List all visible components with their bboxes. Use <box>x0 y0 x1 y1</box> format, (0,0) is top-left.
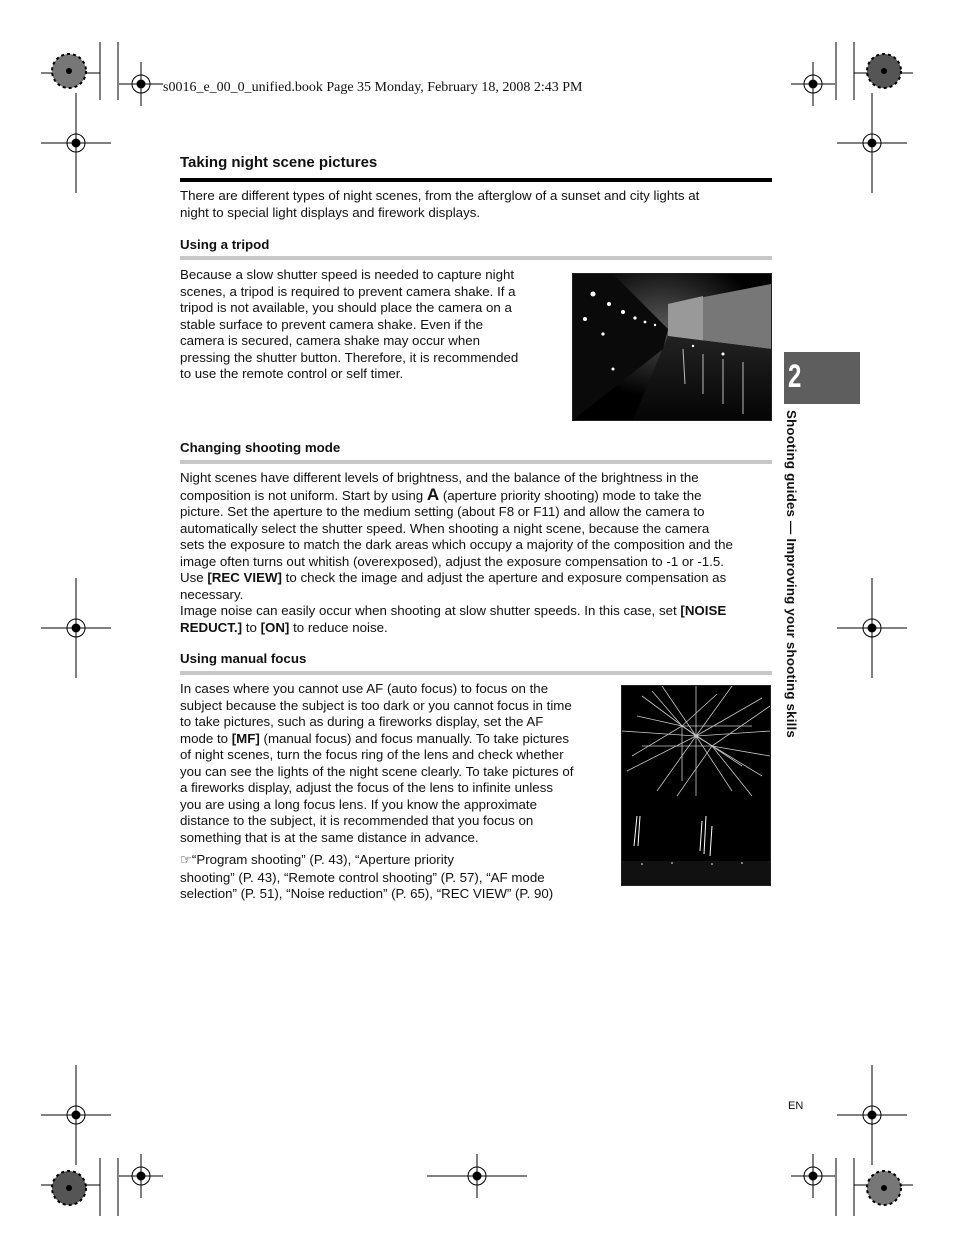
title-rule <box>180 178 772 182</box>
tripod-heading: Using a tripod <box>180 237 270 252</box>
rec-view-label: [REC VIEW] <box>207 570 282 585</box>
mode-rule <box>180 460 772 464</box>
mode-line: image often turns out whitish (overexposed), adjust the exposure compensation to -1 or -1.5. <box>180 553 724 569</box>
focus-line: In cases where you cannot use AF (auto focus) to focus on the <box>180 681 549 696</box>
reference-text: “Program shooting” (P. 43), “Aperture priority <box>191 852 455 867</box>
focus-line: distance to the subject, it is recommended that you focus on <box>180 813 534 828</box>
mode-line: sets the exposure to match the dark areas which occupy a majority of the composition and the <box>180 537 733 552</box>
on-label: [ON] <box>260 619 290 635</box>
focus-line <box>180 731 612 748</box>
focus-line: you can see the lights of the night scene clearly. To take pictures of <box>180 763 574 779</box>
intro-paragraph <box>180 188 699 221</box>
aperture-mode-icon: A <box>426 484 440 504</box>
intro-line: There are different types of night scenes, from the afterglow of a sunset and city lights at <box>180 188 700 203</box>
focus-line: something that is at the same distance in advance. <box>180 829 479 845</box>
focus-line: subject because the subject is too dark or you cannot focus in time <box>180 697 572 713</box>
language-code: EN <box>788 1100 804 1112</box>
focus-text: (manual focus) and focus manually. To take pictures <box>263 730 570 746</box>
mode-text: composition is not uniform. Start by using <box>180 487 424 503</box>
tripod-rule <box>180 256 772 260</box>
focus-text: mode to <box>180 730 229 746</box>
mode-text: (aperture priority shooting) mode to take the <box>442 487 702 503</box>
mode-line: Night scenes have different levels of brightness, and the balance of the brightness in the <box>180 470 699 485</box>
mode-paragraph <box>180 470 772 636</box>
reference-icon: ☞ <box>180 853 192 868</box>
tripod-line: to use the remote control or self timer. <box>180 366 404 381</box>
mode-text: to reduce noise. <box>293 619 388 635</box>
tripod-line: camera is secured, camera shake may occur when <box>180 333 481 348</box>
focus-heading: Using manual focus <box>180 651 307 666</box>
tripod-line: scenes, a tripod is required to prevent camera shake. If a <box>180 283 516 299</box>
fireworks-photo <box>621 685 771 886</box>
reference-line: selection” (P. 51), “Noise reduction” (P. 65), “REC VIEW” (P. 90) <box>180 886 554 901</box>
focus-line: you are using a long focus lens. If you know the approximate <box>180 796 538 812</box>
tripod-paragraph <box>180 267 560 383</box>
focus-rule <box>180 671 772 675</box>
mode-heading: Changing shooting mode <box>180 440 341 455</box>
mode-line <box>180 570 772 587</box>
mode-text: Image noise can easily occur when shooting at slow shutter speeds. In this case, set <box>180 603 677 618</box>
tripod-line: Because a slow shutter speed is needed to capture night <box>180 267 515 282</box>
print-slug: s0016_e_00_0_unified.book Page 35 Monday, February 18, 2008 2:43 PM <box>163 80 583 95</box>
section-title: Taking night scene pictures <box>180 154 378 171</box>
mf-label: [MF] <box>231 730 260 746</box>
reference-line <box>180 852 612 870</box>
mode-line <box>180 620 772 637</box>
night-canal-photo <box>572 273 772 421</box>
reference-line: shooting” (P. 43), “Remote control shooting” (P. 57), “AF mode <box>180 869 545 885</box>
mode-line: automatically select the shutter speed. When shooting a night scene, because the camera <box>180 520 710 536</box>
mode-line: picture. Set the aperture to the medium setting (about F8 or F11) and allow the camera to <box>180 504 705 519</box>
noise-reduct-label: REDUCT.] <box>180 619 243 635</box>
focus-line: to take pictures, such as during a fireworks display, set the AF <box>180 714 544 729</box>
tripod-line: tripod is not available, you should place the camera on a <box>180 300 512 315</box>
chapter-number: 2 <box>788 358 802 394</box>
focus-line: a fireworks display, adjust the focus of the lens to infinite unless <box>180 780 554 795</box>
focus-paragraph <box>180 681 612 903</box>
tripod-line: stable surface to prevent camera shake. Even if the <box>180 316 484 332</box>
noise-reduct-label: [NOISE <box>680 603 727 618</box>
mode-line: necessary. <box>180 586 244 602</box>
focus-line: of night scenes, turn the focus ring of the lens and check whether <box>180 747 564 762</box>
tripod-line: pressing the shutter button. Therefore, it is recommended <box>180 349 519 365</box>
mode-line <box>180 484 772 505</box>
intro-line: night to special light displays and firework displays. <box>180 204 481 220</box>
mode-line <box>180 603 772 620</box>
mode-text: to check the image and adjust the aperture and exposure compensation as <box>285 570 727 585</box>
chapter-title: Shooting guides — Improving your shooting skills <box>784 410 799 738</box>
mode-text: Use <box>180 570 204 585</box>
mode-text: to <box>245 619 257 635</box>
